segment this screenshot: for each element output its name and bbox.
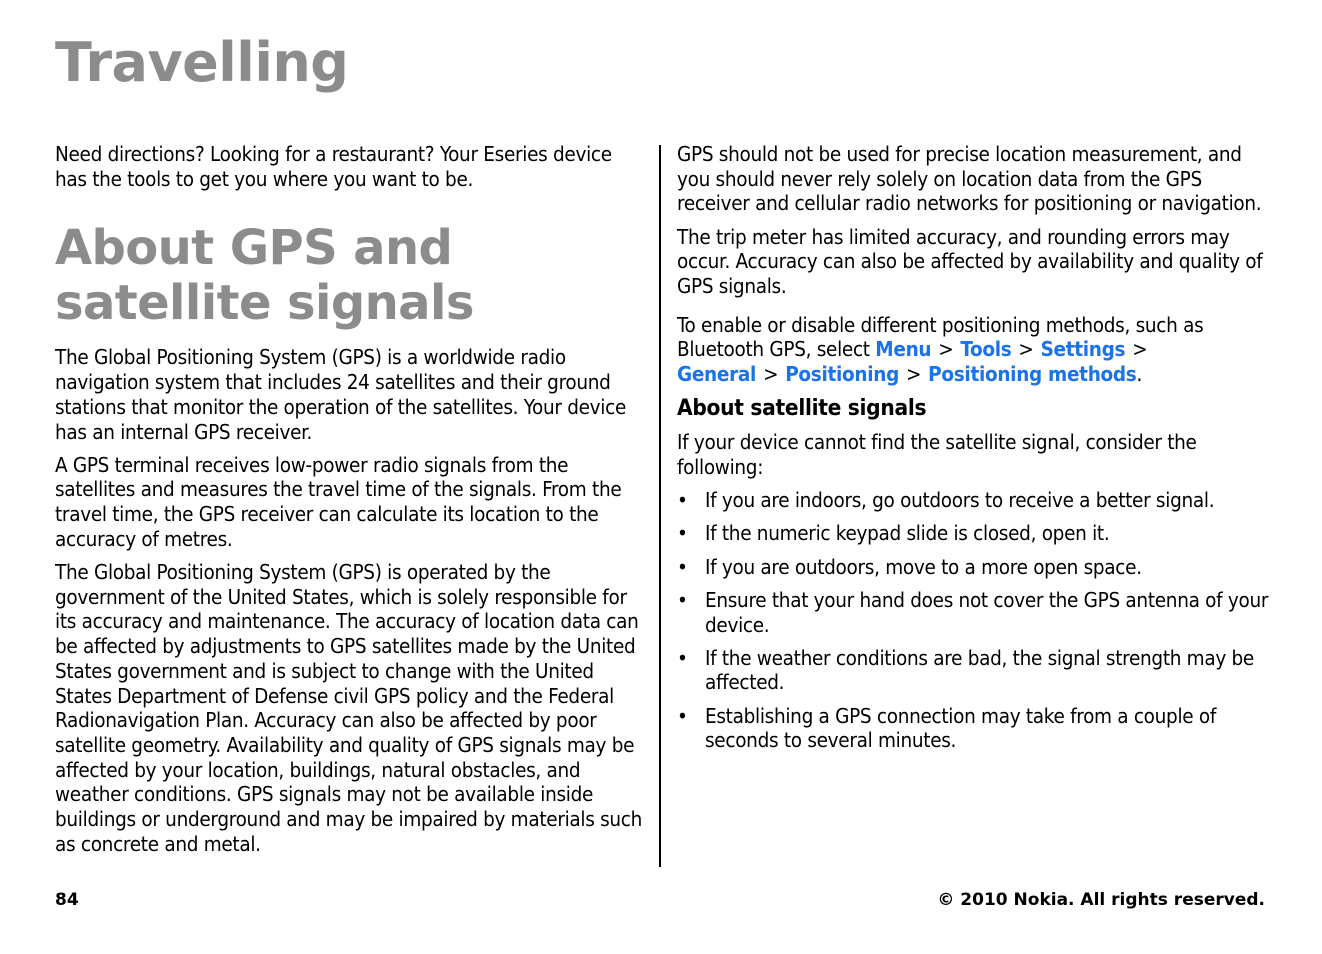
- body-paragraph: The Global Positioning System (GPS) is a worldwide radio navigation system that includes 24 satellites and their ground stations that monitor the operation of the satellites. Your device has an internal GPS receiver.: [55, 345, 627, 444]
- menu-link-menu[interactable]: Menu: [875, 337, 932, 362]
- menu-path-intro: To enable or disable different positioning methods, such as Bluetooth GPS, select: [677, 312, 1204, 362]
- right-column: [677, 142, 1269, 762]
- column-divider: [659, 145, 661, 867]
- satellite-intro: If your device cannot find the satellite signal, consider the following:: [677, 430, 1197, 480]
- left-column: [55, 142, 647, 865]
- menu-link-general[interactable]: General: [677, 362, 757, 387]
- copyright-notice: © 2010 Nokia. All rights reserved.: [937, 890, 1265, 910]
- menu-separator: >: [906, 362, 922, 387]
- menu-link-tools[interactable]: Tools: [960, 337, 1012, 362]
- body-paragraph: The trip meter has limited accuracy, and rounding errors may occur. Accuracy can also be affected by availability and quality of GPS signals.: [677, 224, 1263, 299]
- intro-paragraph: Need directions? Looking for a restaurant? Your Eseries device has the tools to get you where you want to be.: [55, 142, 612, 191]
- list-item: • Establishing a GPS connection may take from a couple of seconds to several minutes.: [677, 704, 1269, 753]
- list-item: • Ensure that your hand does not cover the GPS antenna of your device.: [677, 588, 1269, 637]
- list-item: • If you are outdoors, move to a more open space.: [677, 555, 1269, 580]
- menu-separator: >: [1132, 337, 1148, 362]
- tips-list: [677, 488, 1269, 753]
- section-title: About GPS and satellite signals: [55, 220, 474, 332]
- body-paragraph: GPS should not be used for precise location measurement, and you should never rely solely on location data from the GPS receiver and cellular radio networks for positioning or navigation.: [677, 142, 1262, 216]
- menu-path-end: .: [1136, 362, 1143, 387]
- chapter-title: Travelling: [55, 31, 349, 94]
- menu-separator: >: [938, 337, 954, 362]
- menu-link-positioning[interactable]: Positioning: [785, 362, 899, 387]
- page-number: 84: [55, 890, 79, 910]
- subheading: About satellite signals: [677, 395, 927, 422]
- menu-path-paragraph: [677, 313, 1269, 387]
- body-paragraph: A GPS terminal receives low-power radio signals from the satellites and measures the travel time of the signals. From the travel time, the GPS receiver can calculate its location to the accuracy of metres.: [55, 452, 622, 551]
- body-paragraph: The Global Positioning System (GPS) is operated by the government of the United States, which is solely responsible for its accuracy and maintenance. The accuracy of location data can be affected by adjustments to GPS satellites made by the United States government and is subject to change with the United States Department of Defense civil GPS policy and the Federal Radionavigation Plan. Accuracy can also be affected by poor satellite geometry. Availability and quality of GPS signals may be affected by your location, buildings, natural obstacles, and weather conditions. GPS signals may not be available inside buildings or underground and may be impaired by materials such as concrete and metal.: [55, 560, 643, 856]
- menu-link-settings[interactable]: Settings: [1040, 337, 1126, 362]
- list-item: • If the numeric keypad slide is closed, open it.: [677, 521, 1269, 546]
- list-item: • If the weather conditions are bad, the signal strength may be affected.: [677, 646, 1269, 695]
- menu-link-positioning-methods[interactable]: Positioning methods: [928, 362, 1137, 387]
- list-item: • If you are indoors, go outdoors to receive a better signal.: [677, 488, 1269, 513]
- menu-separator: >: [763, 362, 779, 387]
- menu-separator: >: [1018, 337, 1034, 362]
